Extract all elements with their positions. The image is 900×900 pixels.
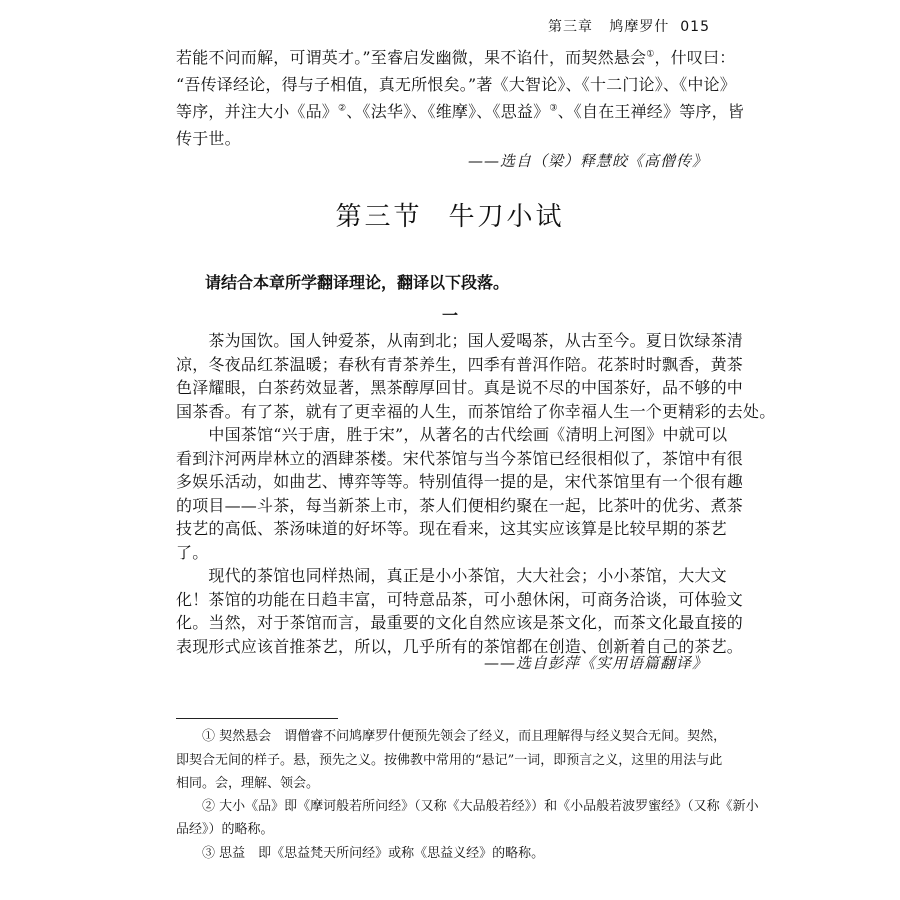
footnote-line: 相同。会，理解、领会。 <box>176 776 320 791</box>
footnote-line: ② 大小《品》即《摩诃般若所问经》（又称《大品般若经》）和《小品般若波罗蜜经》（又称《新小 <box>176 799 759 814</box>
section-number: 第三节 <box>335 202 423 232</box>
passage-line: 茶为国饮。国人钟爱茶，从南到北；国人爱喝茶，从古至今。夏日饮绿茶清 <box>176 331 744 350</box>
text-line: 等序，并注大小《品》②、《法华》、《维摩》、《思益》③、《自在王禅经》等序，皆 <box>176 102 744 121</box>
passage-line: 表现形式应该首推茶艺，所以，几乎所有的茶馆都在创造、创新着自己的茶艺。 <box>176 636 744 656</box>
footnote-ref: ③ <box>549 103 558 114</box>
footnote-line: ① 契然悬会 谓僧睿不问鸠摩罗什便预先领会了经义，而且理解得与经义契合无间。契然， <box>176 729 727 744</box>
footnote-ref: ② <box>338 103 347 114</box>
passage-line: 色泽耀眼，白茶药效显著，黑茶醇厚回甘。真是说不尽的中国茶好，品不够的中 <box>176 378 744 397</box>
section-title <box>0 196 900 233</box>
passage-line: 多娱乐活动，如曲艺、博弈等等。特别值得一提的是，宋代茶馆里有一个很有趣 <box>176 472 744 491</box>
passage-line: 现代的茶馆也同样热闹，真正是小小茶馆，大大社会；小小茶馆，大大文 <box>176 566 727 585</box>
passage-line: 凉，冬夜品红茶温暖；春秋有青茶养生，四季有普洱作陪。花茶时时飘香，黄茶 <box>176 354 744 374</box>
passage-line: 的项目——斗茶，每当新茶上市，茶人们便相约聚在一起，比茶叶的优劣、煮茶 <box>176 495 744 515</box>
footnote-divider <box>176 718 338 719</box>
passage-line: 化。当然，对于茶馆而言，最重要的文化自然应该是茶文化，而茶文化最直接的 <box>176 613 744 632</box>
footnote-line: ③ 思益 即《思益梵天所问经》或称《思益义经》的略称。 <box>176 846 545 861</box>
passage-line: 了。 <box>176 542 209 562</box>
footnote-ref: ① <box>646 49 655 60</box>
source-citation: ——选自（梁）释慧皎《高僧传》 <box>467 152 708 170</box>
text-line: 若能不问而解，可谓英才。”至睿启发幽微，果不谄什，而契然悬会①，什叹曰： <box>176 48 736 67</box>
passage-source: ——选自彭萍《实用语篇翻译》 <box>483 654 708 672</box>
exercise-part-number: 一 <box>441 306 458 325</box>
passage-line: 化！茶馆的功能在日趋丰富，可特意品茶，可小憩休闲，可商务洽谈，可体验文 <box>176 589 744 609</box>
page-number: 015 <box>680 19 710 35</box>
footnote-line: 即契合无间的样子。悬，预先之义。按佛教中常用的“悬记”一词，即预言之义，这里的用法与此 <box>176 753 723 768</box>
text-line: “吾传译经论，得与子相值，真无所恨矣。”著《大智论》、《十二门论》、《中论》 <box>176 75 736 94</box>
passage-line: 中国茶馆“兴于唐，胜于宋”，从著名的古代绘画《清明上河图》中就可以 <box>176 425 728 444</box>
footnote-line: 品经》）的略称。 <box>176 822 274 837</box>
passage-line: 看到汴河两岸林立的酒肆茶楼。宋代茶馆与当今茶馆已经很相似了，茶馆中有很 <box>176 448 744 468</box>
exercise-prompt: 请结合本章所学翻译理论，翻译以下段落。 <box>205 273 510 292</box>
passage-line: 国茶香。有了茶，就有了更幸福的人生，而茶馆给了你幸福人生一个更精彩的去处。 <box>176 401 776 421</box>
chapter-label: 第三章 <box>548 19 593 35</box>
passage-line: 技艺的高低、茶汤味道的好坏等。现在看来，这其实应该算是比较早期的茶艺 <box>176 519 727 538</box>
text-line: 传于世。 <box>176 129 241 148</box>
section-name: 牛刀小试 <box>448 202 565 232</box>
running-header <box>548 16 710 36</box>
chapter-title: 鸠摩罗什 <box>609 19 670 35</box>
